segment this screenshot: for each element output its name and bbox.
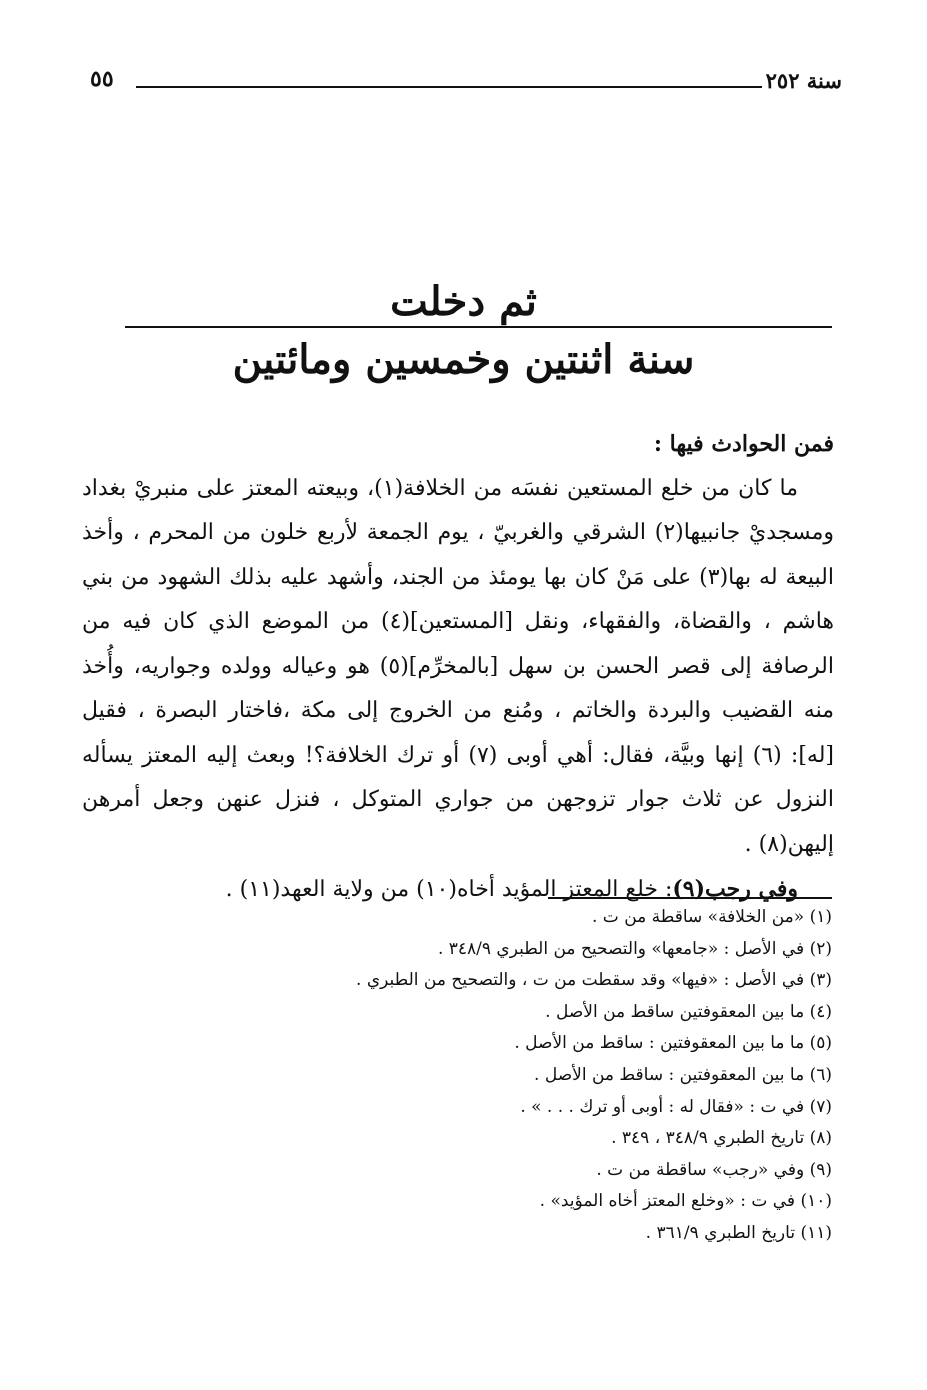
running-header <box>90 66 842 106</box>
footnote-rule <box>548 897 832 899</box>
footnote-item: (٨) تاريخ الطبري ٣٤٨/٩ ، ٣٤٩ . <box>611 1128 832 1149</box>
chapter-heading-line1: ثم دخلت <box>390 278 537 325</box>
footnote-item: (٥) ما ما بين المعقوفتين : ساقط من الأصل . <box>514 1033 832 1054</box>
footnote-item: (١٠) في ت : «وخلع المعتز أخاه المؤيد» . <box>539 1191 832 1212</box>
footnote-item: (١) «من الخلافة» ساقطة من ت . <box>591 907 832 927</box>
footnotes-list <box>92 902 832 1250</box>
header-rule <box>136 86 762 88</box>
footnote-item: (١١) تاريخ الطبري ٣٦١/٩ . <box>645 1222 832 1243</box>
section-label: فمن الحوادث فيها : <box>653 431 834 457</box>
heading-rule <box>125 326 832 328</box>
main-paragraph: ما كان من خلع المستعين نفسَه من الخلافة(١)، وبيعته المعتز على منبريْ بغداد ومسجديْ جانبيها(٢) الشرقي والغربيّ ، يوم الجمعة لأربع خلون من المحرم ، وأخذ البيعة له بها(٣) على مَنْ كان بها يومئذ من الجند، وأشهد عليه بذلك الشهود من بني هاشم ، والقضاة، والفقهاء، ونقل [المستعين](٤) من الموضع الذي كان فيه من الرصافة إلى قصر الحسن بن سهل [بالمخرِّم](٥) هو وعياله وولده وجواريه، وأُخذ منه القضيب والبردة والخاتم ، ومُنع من الخروج إلى مكة ،فاختار البصرة ، فقيل [له]: (٦) إنها وبيَّة، فقال: أهي أوبى (٧) أو ترك الخلافة؟! وبعث إليه المعتز يسأله النزول عن ثلاث جوار تزوجهن من جواري المتوكل ، فنزل عنهن وجعل أمرهن إليهن(٨) . <box>82 475 835 857</box>
footnote-item: (٤) ما بين المعقوفتين ساقط من الأصل . <box>545 1001 832 1022</box>
footnote-item: (٦) ما بين المعقوفتين : ساقط من الأصل . <box>534 1064 832 1085</box>
page-number: ٥٥ <box>90 66 114 92</box>
body-text <box>82 422 834 913</box>
chapter-heading-line2: سنة اثنتين وخمسين ومائتين <box>232 336 695 383</box>
rajab-lead: وفي رجب(٩) <box>672 876 798 902</box>
footnote-item: (٢) في الأصل : «جامعها» والتصحيح من الطبري ٣٤٨/٩ . <box>437 938 832 959</box>
footnote-item: (٧) في ت : «فقال له : أوبى أو ترك . . . » . <box>520 1096 832 1117</box>
footnote-item: (٩) وفي «رجب» ساقطة من ت . <box>596 1159 832 1180</box>
footnote-item: (٣) في الأصل : «فيها» وقد سقطت من ت ، والتصحيح من الطبري . <box>356 970 832 991</box>
running-title: سنة ٢٥٢ <box>765 68 842 93</box>
rajab-rest: : خلع المعتز المؤيد أخاه(١٠) من ولاية العهد(١١) . <box>225 877 673 902</box>
